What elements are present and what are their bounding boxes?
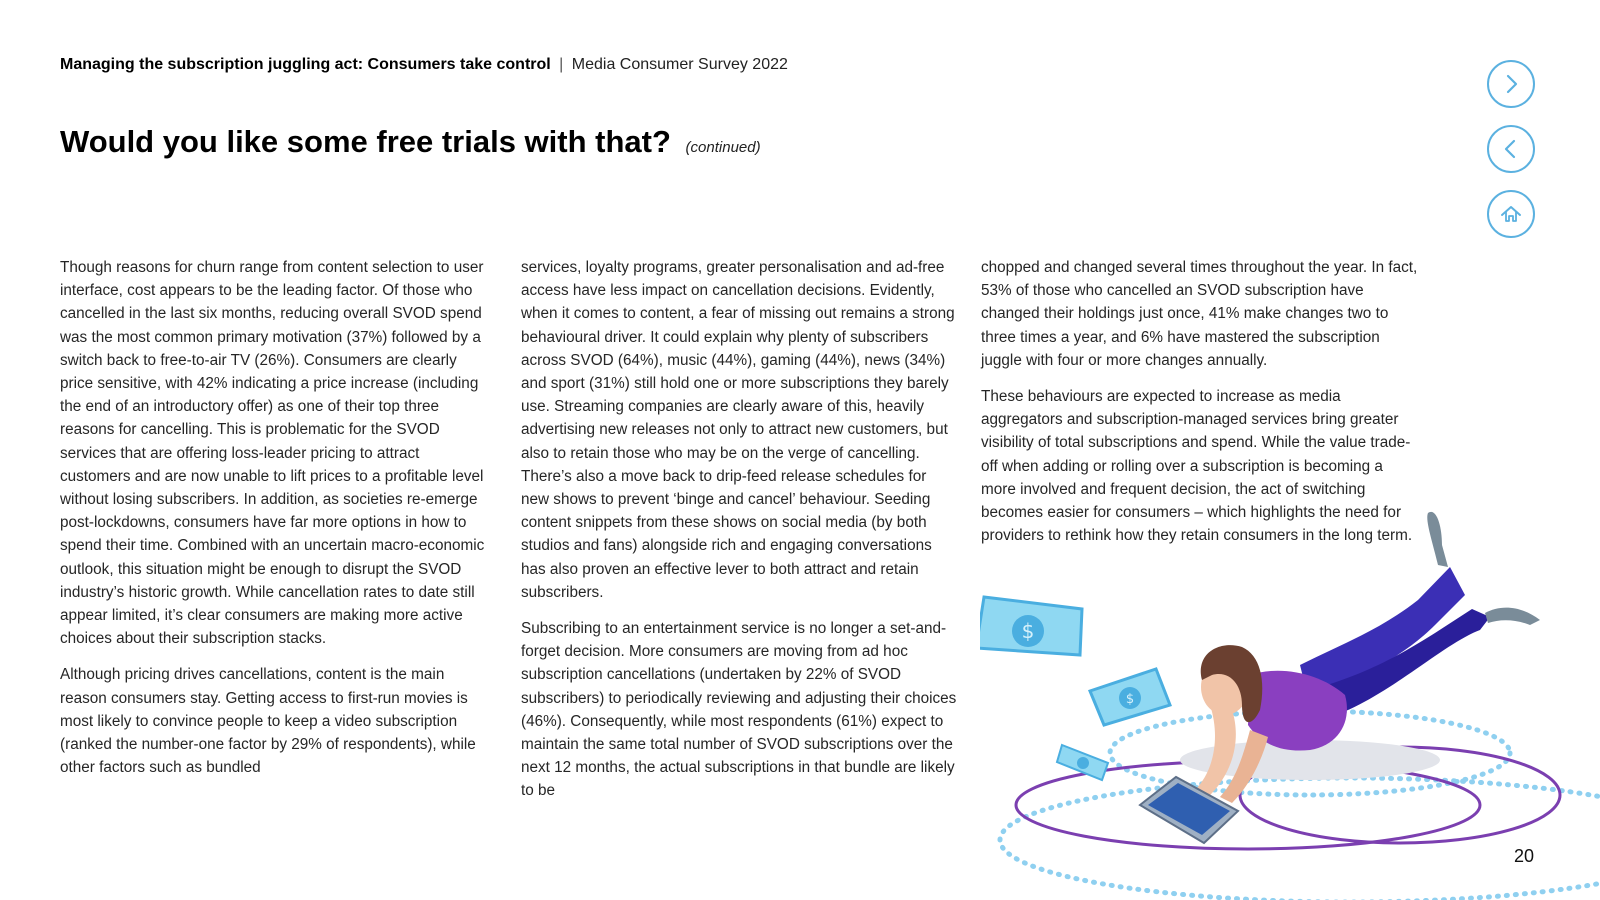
home-icon [1498,201,1524,227]
svg-text:$: $ [1125,692,1135,707]
page-title-block [60,124,761,160]
paragraph: services, loyalty programs, greater personalisation and ad-free access have less impact on cancellation decisions. Evidently, when it comes to content, a fear of missing out remains a strong behavioural driver. It could explain why plenty of subscribers across SVOD (64%), music (44%), gaming (44%), news (34%) and sport (31%) still hold one or more subscriptions they barely use. Streaming companies are clearly aware of this, heavily advertising new releases not only to attract new customers, but also to retain those who may be on the verge of cancelling. There’s also a move back to drip-feed release schedules for new shows to prevent ‘binge and cancel’ behaviour. Seeding content snippets from these shows on social media (by both studios and fans) alongside rich and engaging conversations has also proven an effective lever to both attract and retain subscribers. [521,259,955,601]
page-number: 20 [1514,846,1535,866]
page-title: Would you like some free trials with that? [60,124,671,159]
dollar-bill-icon [1090,669,1170,725]
report-header [60,56,788,74]
tablet-icon [1140,777,1238,843]
home-button[interactable] [1487,190,1535,238]
paragraph: Subscribing to an entertainment service is no longer a set-and-forget decision. More consumers are moving from ad hoc subscription cancellations (undertaken by 22% of SVOD subscribers) to periodically reviewing and adjusting their choices (46%). Consequently, while most respondents (61%) expect to maintain the same total number of SVOD subscriptions over the next 12 months, the actual subscriptions in that bundle are likely to be [521,620,957,800]
svg-text:$: $ [1021,619,1035,643]
dotted-ring-outer [1000,778,1600,900]
next-page-button[interactable] [1487,60,1535,108]
paragraph: chopped and changed several times throughout the year. In fact, 53% of those who cancelled an SVOD subscription have changed their holdings just once, 41% make changes two to three times a year, and 6% have mastered the subscription juggle with four or more changes annually. [981,259,1418,369]
chevron-right-icon [1498,71,1524,97]
continued-label: (continued) [685,139,761,156]
text-column-1 [60,256,493,792]
header-separator: | [559,56,564,73]
woman-with-tablet-and-money-illustration [980,505,1600,900]
woman-shoe [1427,512,1448,567]
paragraph: Although pricing drives cancellations, content is the main reason consumers stay. Getting access to first-run movies is most likely to convince people to keep a video subscription (ranked the number-one factor by 29% of respondents), while other factors such as bundled [60,666,476,777]
paragraph: These behaviours are expected to increase as media aggregators and subscription-managed services bring greater visibility of total subscriptions and spend. While the value trade-off when adding or rolling over a subscription is becoming a more involved and frequent decision, the act of switching becomes easier for consumers – which highlights the need for providers to rethink how they retain consumers in the long term. [981,388,1413,545]
previous-page-button[interactable] [1487,125,1535,173]
woman-shoe [1485,608,1540,625]
text-column-2 [521,256,957,816]
dollar-bill-icon [980,597,1082,655]
survey-name: Media Consumer Survey 2022 [571,56,788,73]
report-title: Managing the subscription juggling act: Consumers take control [60,56,551,73]
chevron-left-icon [1498,136,1524,162]
paragraph: Though reasons for churn range from content selection to user interface, cost appears to be the leading factor. Of those who cancelled in the last six months, reducing overall SVOD spend was the most common primary motivation (37%) followed by a switch back to free-to-air TV (26%). Consumers are clearly price sensitive, with 42% indicating a price increase (including the end of an introductory offer) as one of their top three reasons for cancelling. This is problematic for the SVOD services that are offering loss-leader pricing to attract customers and are now unable to lift prices to a profitable level without losing subscribers. In addition, as societies re-emerge post-lockdowns, consumers have far more options in how to spend their time. Combined with an uncertain macro-economic outlook, this situation might be enough to disrupt the SVOD industry’s historic growth. While cancellation rates to date still appear limited, it’s clear consumers are making more active choices about their subscription stacks. [60,259,485,648]
